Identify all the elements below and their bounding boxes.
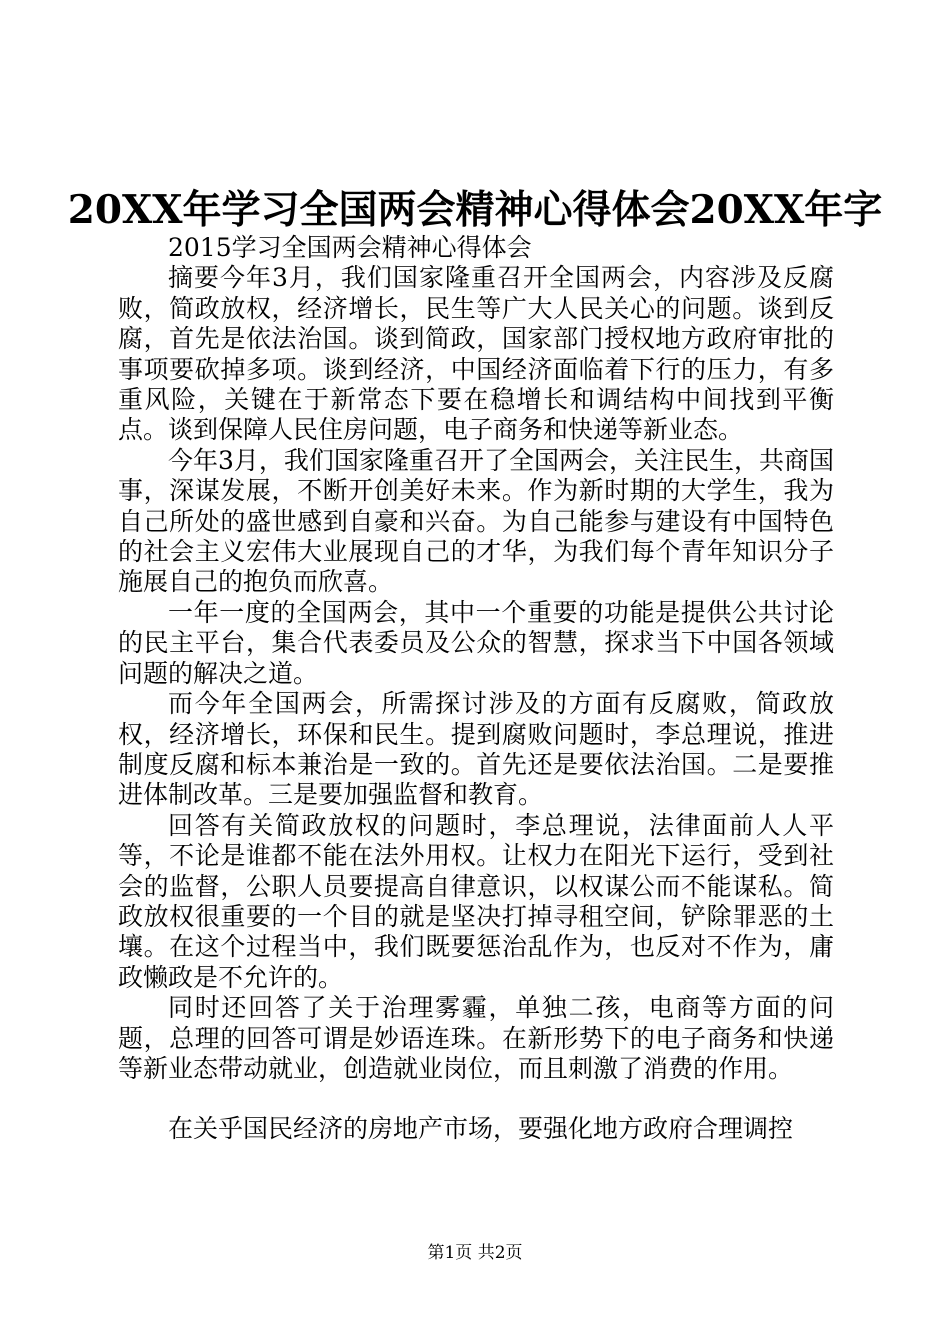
page-number-footer: 第1页 共2页 bbox=[427, 1243, 523, 1263]
document-title: 20XX年学习全国两会精神心得体会20XX年字 bbox=[67, 187, 883, 233]
paragraph-abstract: 摘要今年3月，我们国家隆重召开全国两会，内容涉及反腐败，简政放权，经济增长，民生等广大人民关心的问题。谈到反腐，首先是依法治国。谈到简政，国家部门授权地方政府审批的事项要砍掉多项。谈到经济，中国经济面临着下行的压力，有多重风险，关键在于新常态下要在稳增长和调结构中间找到平衡点。谈到保障人民住房问题，电子商务和快递等新业态。 bbox=[118, 263, 834, 445]
document-subtitle: 2015学习全国两会精神心得体会 bbox=[168, 233, 532, 262]
paragraph-other-issues: 同时还回答了关于治理雾霾，单独二孩，电商等方面的问题，总理的回答可谓是妙语连珠。在新形势下的电子商务和快递等新业态带动就业，创造就业岗位，而且刺激了消费的作用。 bbox=[118, 993, 834, 1083]
paragraph-streamlining: 回答有关简政放权的问题时，李总理说，法律面前人人平等，不论是谁都不能在法外用权。让权力在阳光下运行，受到社会的监督，公职人员要提高自律意识，以权谋公而不能谋私。简政放权很重要的一个目的就是坚决打掉寻租空间，铲除罪恶的土壤。在这个过程当中，我们既要惩治乱作为，也反对不作为，庸政懒政是不允许的。 bbox=[118, 810, 834, 992]
paragraph-democratic-platform: 一年一度的全国两会，其中一个重要的功能是提供公共讨论的民主平台，集合代表委员及公众的智慧，探求当下中国各领域问题的解决之道。 bbox=[118, 597, 834, 688]
paragraph-introduction: 今年3月，我们国家隆重召开了全国两会，关注民生，共商国事，深谋发展，不断开创美好未来。作为新时期的大学生，我为自己所处的盛世感到自豪和兴奋。为自己能参与建设有中国特色的社会主义宏伟大业展现自己的才华，为我们每个青年知识分子施展自己的抱负而欣喜。 bbox=[118, 445, 834, 597]
paragraph-anti-corruption: 而今年全国两会，所需探讨涉及的方面有反腐败，简政放权，经济增长，环保和民生。提到腐败问题时，李总理说，推进制度反腐和标本兼治是一致的。首先还是要依法治国。二是要推进体制改革。三是要加强监督和教育。 bbox=[118, 689, 834, 810]
document-body bbox=[118, 233, 834, 1145]
paragraph-real-estate: 在关乎国民经济的房地产市场，要强化地方政府合理调控 bbox=[168, 1114, 794, 1144]
